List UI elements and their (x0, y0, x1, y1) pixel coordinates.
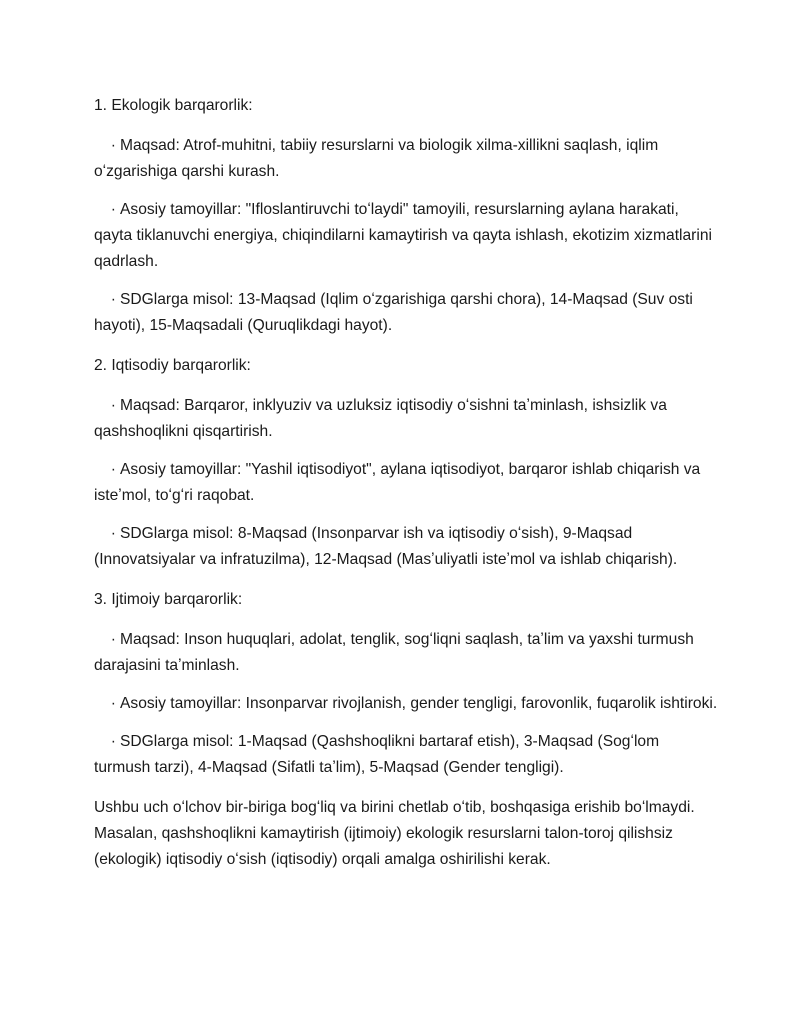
section-heading: 1. Ekologik barqarorlik: (94, 97, 253, 114)
bullet-marker: · (110, 631, 116, 648)
bullet-marker: · (110, 525, 116, 542)
bullet-item (94, 691, 718, 717)
bullet-text: Maqsad: Barqaror, inklyuziv va uzluksiz iqtisodiy oʻsishni taʼminlash, ishsizlik va qashshoqlikni qisqartirish. (94, 397, 667, 440)
bullet-text: SDGlarga misol: 8-Maqsad (Insonparvar ish va iqtisodiy oʻsish), 9-Maqsad (Innovatsiyalar va infratuzilma), 12-Maqsad (Masʼuliyatli isteʼmol va ishlab chiqarish). (94, 525, 678, 568)
section-social (94, 587, 718, 781)
section-ecological (94, 93, 718, 339)
bullet-text: Asosiy tamoyillar: "Yashil iqtisodiyot", aylana iqtisodiyot, barqaror ishlab chiqarish va isteʼmol, toʻgʻri raqobat. (94, 461, 701, 504)
bullet-marker: · (110, 137, 116, 154)
bullet-item (94, 287, 718, 339)
bullet-text: Asosiy tamoyillar: Insonparvar rivojlanish, gender tengligi, farovonlik, fuqarolik ishtiroki. (120, 695, 718, 712)
bullet-marker: · (110, 461, 116, 478)
bullet-marker: · (110, 733, 116, 750)
bullet-text: SDGlarga misol: 1-Maqsad (Qashshoqlikni bartaraf etish), 3-Maqsad (Sogʻlom turmush tarzi), 4-Maqsad (Sifatli taʼlim), 5-Maqsad (Gender tengligi). (94, 733, 660, 776)
bullet-text: SDGlarga misol: 13-Maqsad (Iqlim oʻzgarishiga qarshi chora), 14-Maqsad (Suv osti hayoti), 15-Maqsadali (Quruqlikdagi hayot). (94, 291, 693, 334)
section-heading: 2. Iqtisodiy barqarorlik: (94, 357, 251, 374)
conclusion-paragraph: Ushbu uch oʻlchov bir-biriga bogʻliq va birini chetlab oʻtib, boshqasiga erishib boʻlmaydi. Masalan, qashshoqlikni kamaytirish (ijtimoiy) ekologik resurslarni talon-toroj qilishsiz (ekologik) iqtisodiy oʻsish (iqtisodiy) orqali amalga oshirilishi kerak. (94, 799, 695, 868)
bullet-marker: · (110, 397, 116, 414)
bullet-marker: · (110, 291, 116, 308)
bullet-item (94, 133, 718, 185)
bullet-marker: · (110, 695, 116, 712)
bullet-text: Asosiy tamoyillar: "Ifloslantiruvchi toʻlaydi" tamoyili, resurslarning aylana harakati, qayta tiklanuvchi energiya, chiqindilarni kamaytirish va qayta ishlash, ekotizim xizmatlarini qadrlash. (94, 201, 712, 270)
bullet-text: Maqsad: Atrof-muhitni, tabiiy resurslarni va biologik xilma-xillikni saqlash, iqlim oʻzgarishiga qarshi kurash. (94, 137, 659, 180)
bullet-text: Maqsad: Inson huquqlari, adolat, tenglik, sogʻliqni saqlash, taʼlim va yaxshi turmush darajasini taʼminlash. (94, 631, 694, 674)
section-economic (94, 353, 718, 573)
section-heading: 3. Ijtimoiy barqarorlik: (94, 591, 243, 608)
bullet-marker: · (110, 201, 116, 218)
bullet-item (94, 457, 718, 509)
bullet-item (94, 393, 718, 445)
bullet-item (94, 197, 718, 275)
bullet-item (94, 521, 718, 573)
bullet-item (94, 627, 718, 679)
bullet-item (94, 729, 718, 781)
document-body (94, 93, 718, 873)
